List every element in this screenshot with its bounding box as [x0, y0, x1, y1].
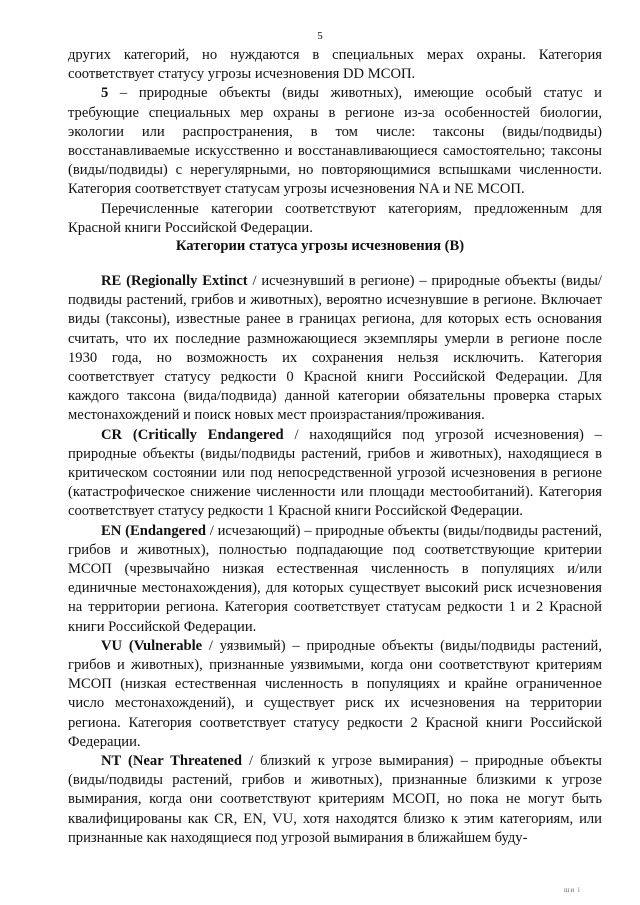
category-paragraph-re: RE (Regionally Extinct / исчезнувший в регионе) – природные объекты (виды/подвиды растений, грибов и животных), вероятно исчезнувшие в регионе. Включает виды (таксоны), известные ранее в границах региона, для которых есть основания считать, что их последние размножающиеся экземпляры умерли в регионе после 1930 года, но возможность их сохранения нельзя исключить. Категория соответствует статусу редкости 0 Красной книги Российской Федерации. Для каждого таксона (вида/подвида) данной категории обязательны проверка старых местонахождений и поиск новых мест произрастания/проживания.	[68, 273, 602, 424]
category-code: EN	[101, 522, 122, 539]
intro-paragraph-2-text: – природные объекты (виды животных), имеющие особый статус и требующие специальных мер охраны в регионе из-за особенностей биологии, экологии или распространения, в том числе: таксоны (виды/подвиды) восстанавливаемые искусственно и восстанавливающиеся самостоятельно; таксоны (виды/подвиды) с нерегулярными, но повторяющимися вспышками численности. Категория соответствует статусам угрозы исчезновения NA и NE МСОП.	[68, 85, 602, 198]
category-description: / исчезнувший в регионе) – природные объекты (виды/подвиды растений, грибов и животных), вероятно исчезнувшие в регионе. Включает виды (таксоны), известные ранее в границах региона, для которых есть основания считать, что их последние размножающиеся экземпляры умерли в регионе после 1930 года, но возможность их сохранения нельзя исключить. Категория соответствует статусу редкости 0 Красной книги Российской Федерации. Для каждого таксона (вида/подвида) данной категории обязательны проверка старых местонахождений и поиск новых мест произрастания/проживания.	[68, 273, 602, 424]
category-description: / исчезающий) – природные объекты (виды/подвиды растений, грибов и животных), полностью подпадающие под соответствующие критерии МСОП (чрезвычайно низкая естественная численность в популяциях и/или единичные местонахождения), для которых существует высокий риск исчезновения на территории региона. Категория соответствует статусам редкости 1 и 2 Красной книги Российской Федерации.	[68, 522, 602, 635]
category-paragraph-nt: NT (Near Threatened / близкий к угрозе вымирания) – природные объекты (виды/подвиды растений, грибов и животных), признанные близкими к угрозе вымирания, когда они соответствуют критериям МСОП, но пока не могут быть квалифицированы как CR, EN, VU, хотя находятся близко к этим категориям, или признанные как находящиеся под угрозой вымирания в ближайшем буду-	[68, 753, 602, 846]
intro-paragraph-2	[68, 84, 602, 199]
intro-paragraph-3	[68, 200, 602, 238]
category-english-name: Critically Endangered	[137, 426, 284, 443]
category-number: 5	[101, 85, 109, 102]
category-paragraph-cr: CR (Critically Endangered / находящийся под угрозой исчезновения) – природные объекты (виды/подвиды растений, грибов и животных), находящиеся в критическом состоянии или под непосредственной угрозой исчезновения в регионе (катастрофическое снижение численности или площади местообитаний). Категория соответствует статусу редкости 1 Красной книги Российской Федерации.	[68, 426, 602, 520]
category-code: CR	[101, 426, 123, 443]
category-paragraph-vu: VU (Vulnerable / уязвимый) – природные объекты (виды/подвиды растений, грибов и животных), признанные уязвимыми, когда они соответствуют критериям МСОП (низкая естественная численность в популяциях и крайне ограниченное число местонахождений), и существует риск их исчезновения на территории региона. Категория соответствует статусу редкости 2 Красной книги Российской Федерации.	[68, 637, 602, 750]
category-english-name: Vulnerable	[133, 637, 203, 654]
category-code: NT	[101, 753, 122, 770]
section-heading: Категории статуса угрозы исчезновения (В)	[175, 238, 465, 254]
category-english-name: Endangered	[129, 522, 206, 539]
category-description: / находящийся под угрозой исчезновения) – природные объекты (виды/подвиды растений, грибов и животных), находящиеся в критическом состоянии или под непосредственной угрозой исчезновения в регионе (катастрофическое снижение численности или площади местообитаний). Категория соответствует статусу редкости 1 Красной книги Российской Федерации.	[68, 426, 602, 520]
intro-paragraph-3-text: Перечисленные категории соответствуют категориям, предложенным для Красной книги Российской Федерации.	[68, 200, 602, 236]
intro-text	[68, 46, 602, 238]
footer-scan-mark: ши і	[564, 886, 581, 894]
categories-text	[68, 272, 602, 848]
category-code: RE	[101, 273, 122, 289]
category-paragraph-en: EN (Endangered / исчезающий) – природные объекты (виды/подвиды растений, грибов и животных), полностью подпадающие под соответствующие критерии МСОП (чрезвычайно низкая естественная численность в популяциях и/или единичные местонахождения), для которых существует высокий риск исчезновения на территории региона. Категория соответствует статусам редкости 1 и 2 Красной книги Российской Федерации.	[68, 522, 602, 635]
category-description: / близкий к угрозе вымирания) – природные объекты (виды/подвиды растений, грибов и животных), признанные близкими к угрозе вымирания, когда они соответствуют критериям МСОП, но пока не могут быть квалифицированы как CR, EN, VU, хотя находятся близко к этим категориям, или признанные как находящиеся под угрозой вымирания в ближайшем буду-	[68, 753, 602, 846]
category-english-name: Near Threatened	[132, 753, 243, 770]
category-code: VU	[101, 637, 123, 654]
intro-paragraph-1	[68, 46, 602, 84]
category-english-name: Regionally Extinct	[130, 273, 248, 289]
page-number: 5	[317, 30, 323, 42]
category-description: / уязвимый) – природные объекты (виды/подвиды растений, грибов и животных), признанные уязвимыми, когда они соответствуют критериям МСОП (низкая естественная численность в популяциях и крайне ограниченное число местонахождений), и существует риск их исчезновения на территории региона. Категория соответствует статусу редкости 2 Красной книги Российской Федерации.	[68, 637, 602, 750]
intro-paragraph-1-text: других категорий, но нуждаются в специальных мерах охраны. Категория соответствует статусу угрозы исчезновения DD МСОП.	[68, 47, 602, 83]
